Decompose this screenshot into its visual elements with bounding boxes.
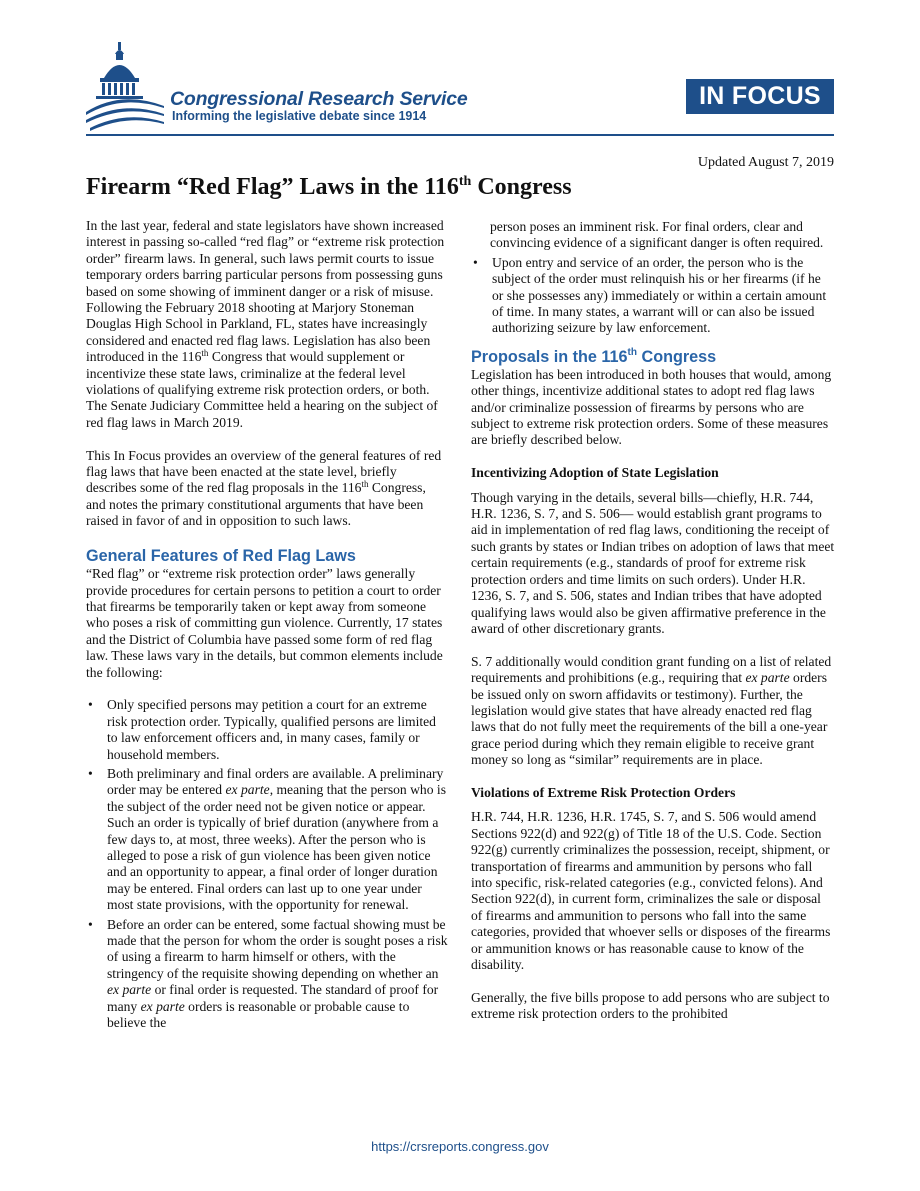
- list-item: • Both preliminary and final orders are available. A preliminary order may be entered ex parte, meaning that the person who is the subject of the order need not be given notice or appear. Such an order is typically of brief duration (anywhere from a few days to, at most, three weeks). After the person who is alleged to pose a risk of gun violence has been given notice and an opportunity to appear, a final order of longer duration may be entered. Final orders can last up to one year under most state provisions, with the opportunity for renewal.: [88, 765, 446, 913]
- header-divider: [86, 134, 834, 136]
- bullet-icon: •: [88, 765, 93, 781]
- features-list-continued: [471, 255, 835, 337]
- org-name: Congressional Research Service: [170, 88, 468, 110]
- proposals-paragraph: Legislation has been introduced in both houses that would, among other things, incentivize additional states to adopt red flag laws and/or criminalize possession of firearms by persons who are subject to extreme risk protection orders. Some of these measures are briefly described below.: [471, 366, 832, 448]
- list-item: • Upon entry and service of an order, the person who is the subject of the order must relinquish his or her firearms (if he or she possesses any) immediately or within a certain amount of time. In many states, a warrant will or can also be issued authorizing seizure by law enforcement.: [473, 254, 827, 336]
- incentivizing-paragraph-2: S. 7 additionally would condition grant funding on a list of related requirements and prohibitions (e.g., requiring that ex parte orders be issued only on sworn affidavits or testimony). Further, the legislation would give states that have already enacted red flag laws that do not fully meet the requirements of the bill a one-year grace period during which they remain eligible to receive grant money so long as “similar” requirements are in place.: [471, 653, 832, 768]
- subheading-violations: Violations of Extreme Risk Protection Orders: [471, 784, 736, 800]
- section-heading-proposals: Proposals in the 116th Congress: [471, 346, 717, 366]
- subheading-incentivizing: Incentivizing Adoption of State Legislation: [471, 465, 719, 481]
- in-focus-badge: IN FOCUS: [686, 79, 834, 114]
- intro-paragraph-1: In the last year, federal and state legislators have shown increased interest in passing so-called “red flag” or “extreme risk protection order” firearm laws. In general, such laws permit courts to issue temporary orders barring particular persons from possessing guns based on some showing of imminent danger or a risk of misuse. Following the February 2018 shooting at Marjory Stoneman Douglas High School in Parkland, FL, states have increasingly considered and enacted red flag laws. Legislation has also been introduced in the 116th Congress that would supplement or incentivize these state laws, criminalize at the federal level violations of qualifying extreme risk protection orders, or both. The Senate Judiciary Committee held a hearing on the subject of red flag laws in March 2019.: [86, 218, 445, 430]
- bullet-icon: •: [88, 697, 93, 713]
- bullet-icon: •: [88, 916, 93, 932]
- features-list: [86, 697, 448, 1031]
- list-item: • Before an order can be entered, some factual showing must be made that the person for whom the order is sought poses a risk of using a firearm to harm himself or others, with the stringency of the requisite showing depending on whether an ex parte or final order is requested. The standard of proof for many ex parte orders is reasonable or probable cause to believe the: [88, 916, 448, 1031]
- general-features-paragraph: “Red flag” or “extreme risk protection order” laws generally provide procedures for certain persons to petition a court to order that firearms be temporarily taken or kept away from someone who poses a risk of committing gun violence. Currently, 17 states and the District of Columbia have passed some form of red flag law. These laws vary in the details, but common elements include the following:: [86, 566, 443, 680]
- org-tagline: Informing the legislative debate since 1914: [172, 109, 427, 123]
- violations-paragraph-2: Generally, the five bills propose to add persons who are subject to extreme risk protection orders to the prohibited: [471, 989, 830, 1022]
- violations-paragraph-1: H.R. 744, H.R. 1236, H.R. 1745, S. 7, and S. 506 would amend Sections 922(d) and 922(g) of Title 18 of the U.S. Code. Section 922(g) currently criminalizes the possession, receipt, shipment, or transportation of firearms and ammunition by persons who fall into specific, risk-related categories (e.g., convicted felons). And Section 922(d), in current form, criminalizes the sale or disposal of firearms and ammunition to persons who fall into the same categories, provided that whoever sells or disposes of the firearms or ammunition knows or has reasonable cause to know of the disability.: [471, 809, 831, 973]
- right-column: [471, 219, 835, 1039]
- updated-date: Updated August 7, 2019: [697, 155, 834, 170]
- bullet-continuation: person poses an imminent risk. For final orders, clear and convincing evidence of a significant danger is often required.: [490, 219, 824, 251]
- list-item: • Only specified persons may petition a court for an extreme risk protection order. Typically, qualified persons are limited to law enforcement officers and, in many cases, family or household members.: [88, 697, 436, 762]
- left-column: [86, 218, 448, 1034]
- bullet-icon: •: [473, 254, 478, 270]
- intro-paragraph-2: This In Focus provides an overview of the general features of red flag laws that have been enacted at the state level, briefly describes some of the red flag proposals in the 116th Congress, and notes the primary constitutional arguments that have been raised in favor of and in opposition to such laws.: [86, 447, 442, 529]
- incentivizing-paragraph-1: Though varying in the details, several bills—chiefly, H.R. 744, H.R. 1236, S. 7, and S. 506— would establish grant programs to aid in implementation of red flag laws, conditioning the receipt of such grants by states or Indian tribes on adoption of laws that meet certain requirements (e.g., standards of proof for extreme risk protection orders and time limits on such orders). Under H.R. 1236, S. 7, and S. 506, states and Indian tribes that have adopted qualifying laws would also be given affirmative preference in the award of other discretionary grants.: [471, 489, 835, 636]
- footer-link[interactable]: https://crsreports.congress.gov: [371, 1139, 549, 1154]
- crs-logo[interactable]: [86, 40, 506, 132]
- section-heading-general-features: General Features of Red Flag Laws: [86, 547, 356, 566]
- capitol-dome-icon: [86, 40, 166, 132]
- page-title: Firearm “Red Flag” Laws in the 116th Congress: [86, 174, 572, 200]
